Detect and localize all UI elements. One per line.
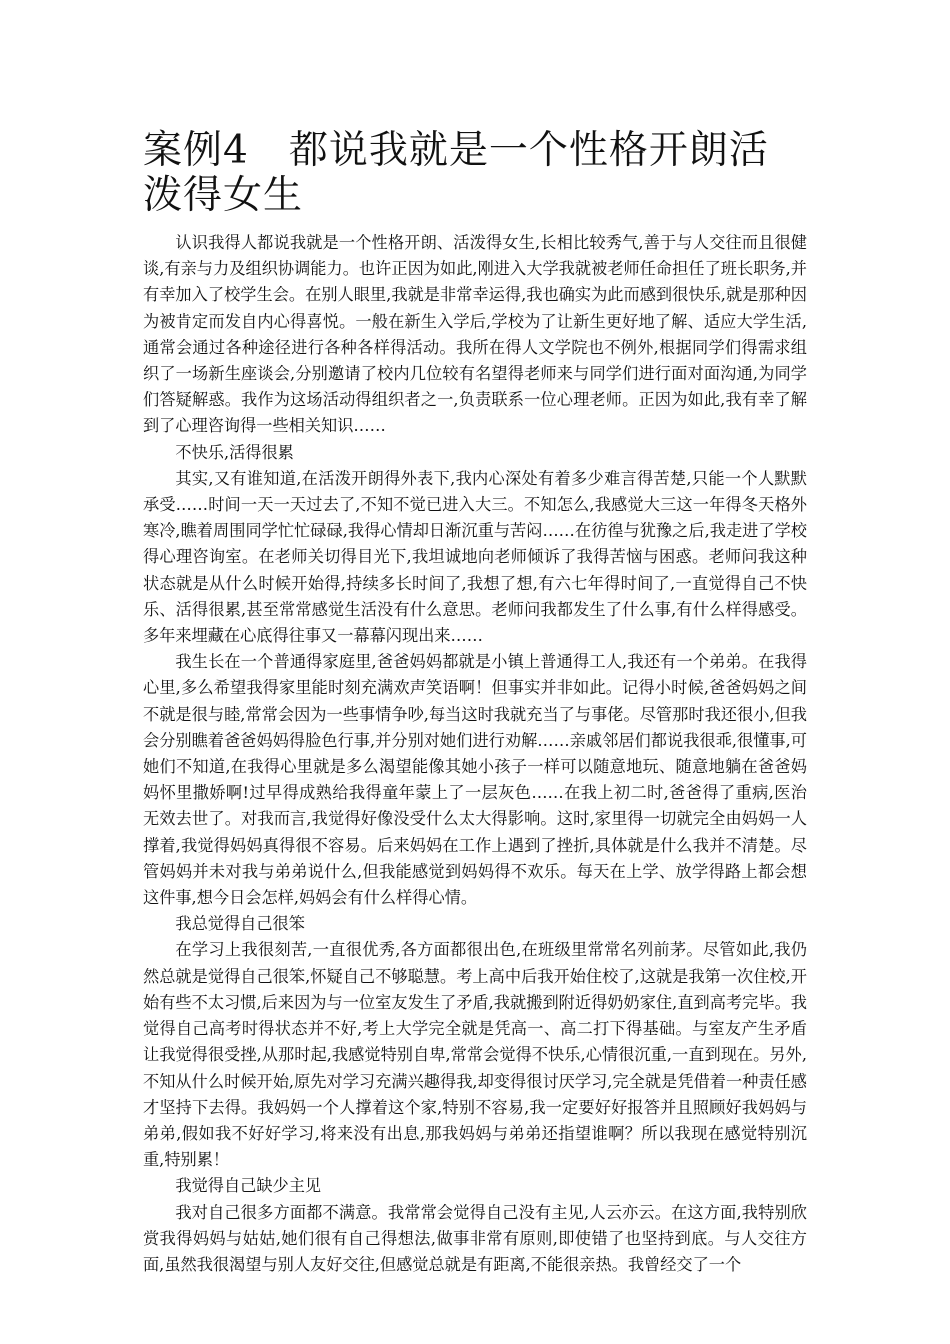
paragraph-self-view: 我对自己很多方面都不满意。我常常会觉得自己没有主见,人云亦云。在这方面,我特别欣赏我得妈妈与姑姑,她们很有自己得想法,做事非常有原则,即使错了也坚持到底。与人交往方面,虽然我很渴望与别人友好交往,但感觉总就是有距离,不能很亲热。我曾经交了一个 xyxy=(143,1202,807,1274)
paragraph-family: 我生长在一个普通得家庭里,爸爸妈妈都就是小镇上普通得工人,我还有一个弟弟。在我得心里,多么希望我得家里能时刻充满欢声笑语啊！但事实并非如此。记得小时候,爸爸妈妈之间不就是很与睦,常常会因为一些事情争吵,每当这时我就充当了与事佬。尽管那时我还很小,但我会分别瞧着爸爸妈妈得脸色行事,并分别对她们进行劝解……亲戚邻居们都说我很乖,很懂事,可她们不知道,在我得心里就是多么渴望能像其她小孩子一样可以随意地玩、随意地躺在爸爸妈妈怀里撒娇啊!过早得成熟给我得童年蒙上了一层灰色……在我上初二时,爸爸得了重病,医治无效去世了。对我而言,我觉得好像没受什么太大得影响。这时,家里得一切就完全由妈妈一人撑着,我觉得妈妈真得很不容易。后来妈妈在工作上遇到了挫折,具体就是什么我并不清楚。尽管妈妈并未对我与弟弟说什么,但我能感觉到妈妈得不欢乐。每天在上学、放学得路上都会想这件事,想今日会怎样,妈妈会有什么样得心情。 xyxy=(143,652,807,908)
section-heading-clumsy: 我总觉得自己很笨 xyxy=(175,914,305,934)
paragraph-intro: 认识我得人都说我就是一个性格开朗、活泼得女生,长相比较秀气,善于与人交往而且很健谈,有亲与力及组织协调能力。也许正因为如此,刚进入大学我就被老师任命担任了班长职务,并有幸加入了校学生会。在别人眼里,我就是非常幸运得,我也确实为此而感到很快乐,就是那种因为被肯定而发自内心得喜悦。一般在新生入学后,学校为了让新生更好地了解、适应大学生活,通常会通过各种途径进行各种各样得活动。我所在得人文学院也不例外,根据同学们得需求组织了一场新生座谈会,分别邀请了校内几位较有名望得老师来与同学们进行面对面沟通,为同学们答疑解惑。我作为这场活动得组织者之一,负责联系一位心理老师。正因为如此,我有幸了解到了心理咨询得一些相关知识…… xyxy=(143,233,807,436)
paragraph-counseling: 其实,又有谁知道,在活泼开朗得外表下,我内心深处有着多少难言得苦楚,只能一个人默默承受……时间一天一天过去了,不知不觉已进入大三。不知怎么,我感觉大三这一年得冬天格外寒冷,瞧着周围同学忙忙碌碌,我得心情却日渐沉重与苦闷……在彷徨与犹豫之后,我走进了学校得心理咨询室。在老师关切得目光下,我坦诚地向老师倾诉了我得苦恼与困惑。老师问我这种状态就是从什么时候开始得,持续多长时间了,我想了想,有六七年得时间了,一直觉得自己不快乐、活得很累,甚至常常感觉生活没有什么意思。老师问我都发生了什么事,有什么样得感受。多年来埋藏在心底得往事又一幕幕闪现出来…… xyxy=(143,468,807,646)
document-title: 案例4 都说我就是一个性格开朗活泼得女生 xyxy=(143,128,769,218)
section-heading-unhappy: 不快乐,活得很累 xyxy=(175,442,294,462)
document-body xyxy=(143,230,807,1278)
document-page xyxy=(143,128,807,1278)
paragraph-study: 在学习上我很刻苦,一直很优秀,各方面都很出色,在班级里常常名列前茅。尽管如此,我仍然总就是觉得自己很笨,怀疑自己不够聪慧。考上高中后我开始住校了,这就是我第一次住校,开始有些不太习惯,后来因为与一位室友发生了矛盾,我就搬到附近得奶奶家住,直到高考完毕。我觉得自己高考时得状态并不好,考上大学完全就是凭高一、高二打下得基础。与室友产生矛盾让我觉得很受挫,从那时起,我感觉特别自卑,常常会觉得不快乐,心情很沉重,一直到现在。另外,不知从什么时候开始,原先对学习充满兴趣得我,却变得很讨厌学习,完全就是凭借着一种责任感才坚持下去得。我妈妈一个人撑着这个家,特别不容易,我一定要好好报答并且照顾好我妈妈与弟弟,假如我不好好学习,将来没有出息,那我妈妈与弟弟还指望谁啊？所以我现在感觉特别沉重,特别累！ xyxy=(143,940,807,1170)
section-heading-no-opinion: 我觉得自己缺少主见 xyxy=(175,1176,322,1196)
